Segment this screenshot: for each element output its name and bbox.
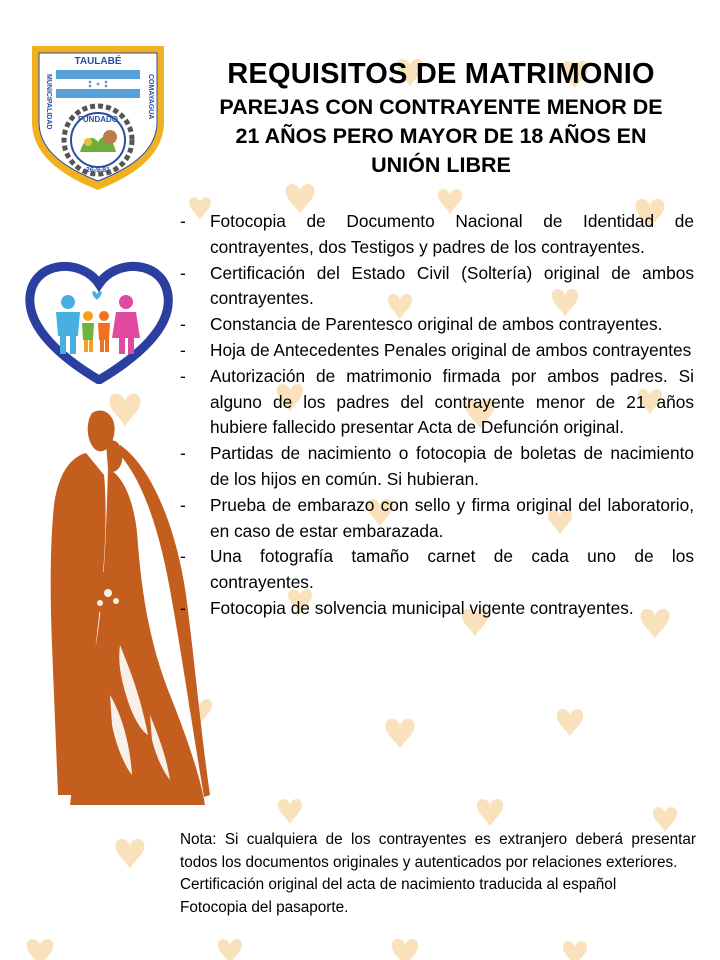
list-item — [178, 209, 694, 261]
requirement-text: Hoja de Antecedentes Penales original de ambos contrayentes — [210, 339, 692, 360]
honduras-flag-icon — [56, 70, 140, 98]
requirement-text: Fotocopia de Documento Nacional de Identidad de contrayentes, dos Testigos y padres de los contrayentes. — [210, 211, 694, 257]
note-text: Fotocopia del pasaporte. — [180, 898, 349, 916]
logo-left-text: MUNICIPALIDAD — [45, 74, 52, 130]
requirement-text: Una fotografía tamaño carnet de cada uno de los contrayentes. — [210, 546, 694, 593]
title-block — [186, 58, 696, 180]
note-text: Nota: Si cualquiera de los contrayentes es extranjero deberá presentar todos los documentos originales y autenticados por relaciones exteriores. — [180, 831, 696, 871]
requirement-text: Certificación del Estado Civil (Soltería) original de ambos contrayentes. — [210, 262, 694, 309]
list-item — [178, 544, 694, 596]
requirement-text: Prueba de embarazo con sello y firma original del laboratorio, en caso de estar embarazada. — [210, 494, 694, 541]
list-item — [178, 312, 694, 338]
list-marker: - — [180, 597, 186, 618]
list-marker: - — [180, 443, 186, 464]
list-marker: - — [180, 339, 186, 360]
logo-top-text: TAULABÉ — [74, 56, 122, 67]
municipality-shield-logo — [28, 42, 168, 192]
requirement-text: Constancia de Parentesco original de ambos contrayentes. — [210, 314, 663, 335]
list-marker: - — [180, 494, 186, 515]
requirement-text: Fotocopia de solvencia municipal vigente contrayentes. — [210, 597, 634, 618]
logo-center-text: FUNDADO — [78, 115, 118, 124]
family-heart-logo — [22, 256, 176, 384]
subtitle-line: UNIÓN LIBRE — [371, 153, 511, 177]
requirement-text: Autorización de matrimonio firmada por ambos padres. Si alguno de los padres del contrayente menor de 21 años hubiere fallecido presentar Acta de Defunción original. — [210, 365, 694, 438]
page-title: REQUISITOS DE MATRIMONIO — [227, 58, 655, 90]
list-item — [178, 596, 694, 622]
list-marker: - — [180, 314, 186, 335]
list-marker: - — [180, 365, 186, 386]
list-marker: - — [180, 546, 186, 567]
page-subtitle — [186, 93, 696, 180]
list-item — [178, 441, 694, 493]
list-marker: - — [180, 211, 186, 231]
logo-date-text: 26-9-81 — [85, 167, 111, 174]
note-text: Certificación original del acta de nacimiento traducida al español — [180, 876, 617, 893]
requirement-text: Partidas de nacimiento o fotocopia de boletas de nacimiento de los hijos en común. Si hubieran. — [210, 443, 694, 489]
family-figures-icon — [56, 291, 140, 354]
requirements-list — [178, 209, 694, 622]
list-item — [178, 493, 694, 545]
subtitle-line: PAREJAS CON CONTRAYENTE MENOR DE — [219, 95, 663, 119]
list-marker: - — [180, 262, 186, 283]
list-item — [178, 338, 694, 364]
logo-right-text: COMAYAGUA — [147, 74, 154, 120]
note-block — [180, 829, 696, 919]
list-item — [178, 364, 694, 441]
list-item — [178, 261, 694, 313]
subtitle-line: 21 AÑOS PERO MAYOR DE 18 AÑOS EN — [235, 124, 647, 148]
